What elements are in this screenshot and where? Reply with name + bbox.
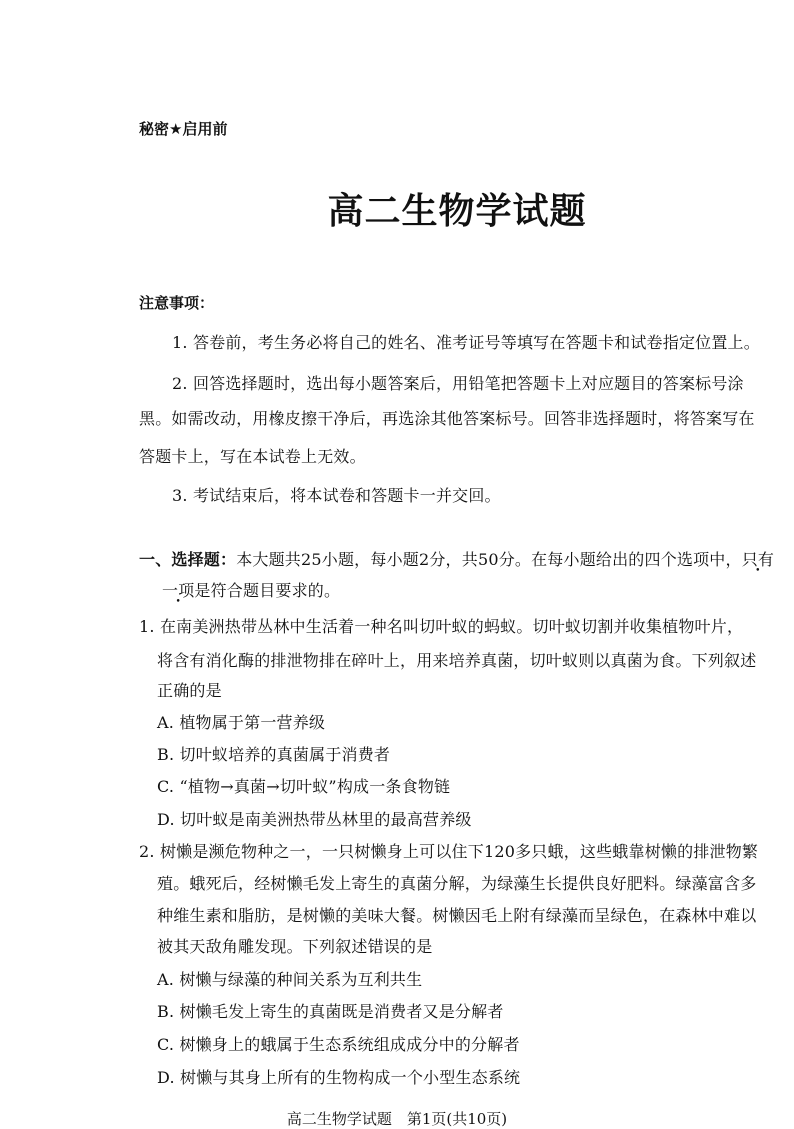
section-1-heading: 一、选择题： <box>139 550 237 569</box>
q2-option-b: B. 树懒毛发上寄生的真菌既是消费者又是分解者 <box>157 1002 504 1021</box>
q2-option-d: D. 树懒与其身上所有的生物构成一个小型生态系统 <box>157 1068 521 1087</box>
section-1-instruction-end: 是符合题目要求的。 <box>194 581 341 600</box>
q2-option-c: C. 树懒身上的蛾属于生态系统组成成分中的分解者 <box>157 1035 520 1054</box>
section-1-line-2 <box>162 578 340 601</box>
notice-item-1: 1. 答卷前，考生务必将自己的姓名、准考证号等填写在答题卡和试卷指定位置上。 <box>172 333 760 352</box>
q2-stem-line-4: 被其天敌角雕发现。下列叙述错误的是 <box>157 937 433 956</box>
section-1-instruction: 本大题共25小题，每小题2分，共50分。在每小题给出的四个选项中， <box>236 550 742 569</box>
q2-stem-line-2: 殖。蛾死后，经树懒毛发上寄生的真菌分解，为绿藻生长提供良好肥料。绿藻富含多 <box>157 874 757 893</box>
q2-stem-line-1: 2. 树懒是濒危物种之一，一只树懒身上可以住下120多只蛾，这些蛾靠树懒的排泄物繁 <box>139 842 759 861</box>
q2-option-a: A. 树懒与绿藻的种间关系为互利共生 <box>157 970 423 989</box>
confidential-label: 秘密★启用前 <box>139 120 228 138</box>
q2-stem-line-3: 种维生素和脂肪，是树懒的美味大餐。树懒因毛上附有绿藻而呈绿色，在森林中难以 <box>157 906 757 925</box>
q1-stem-line-3: 正确的是 <box>157 681 222 700</box>
section-1-line-1 <box>139 547 774 570</box>
notice-item-2-line-2: 黑。如需改动，用橡皮擦干净后，再选涂其他答案标号。回答非选择题时，将答案写在 <box>139 409 755 428</box>
notice-item-2-line-3: 答题卡上，写在本试卷上无效。 <box>139 447 366 466</box>
q1-option-d: D. 切叶蚁是南美洲热带丛林里的最高营养级 <box>157 810 472 829</box>
notice-item-2-line-1: 2. 回答选择题时，选出每小题答案后，用铅笔把答题卡上对应题目的答案标号涂 <box>172 374 744 393</box>
q1-stem-line-2: 将含有消化酶的排泄物排在碎叶上，用来培养真菌，切叶蚁则以真菌为食。下列叙述 <box>157 651 757 670</box>
notice-heading: 注意事项： <box>139 294 215 312</box>
notice-item-3: 3. 考试结束后，将本试卷和答题卡一并交回。 <box>172 486 501 505</box>
section-1-emphasis-2: 一项 <box>162 581 195 600</box>
q1-option-a: A. 植物属于第一营养级 <box>157 713 326 732</box>
q1-stem-line-1: 1. 在南美洲热带丛林中生活着一种名叫切叶蚁的蚂蚁。切叶蚁切割并收集植物叶片， <box>139 617 744 636</box>
section-1-emphasis-1: 只有 <box>741 550 775 569</box>
page-footer: 高二生物学试题 第1页(共10页) <box>286 1110 508 1128</box>
q1-option-c: C. “植物→真菌→切叶蚁”构成一条食物链 <box>157 777 451 796</box>
page-title: 高二生物学试题 <box>327 191 587 232</box>
q1-option-b: B. 切叶蚁培养的真菌属于消费者 <box>157 745 391 764</box>
